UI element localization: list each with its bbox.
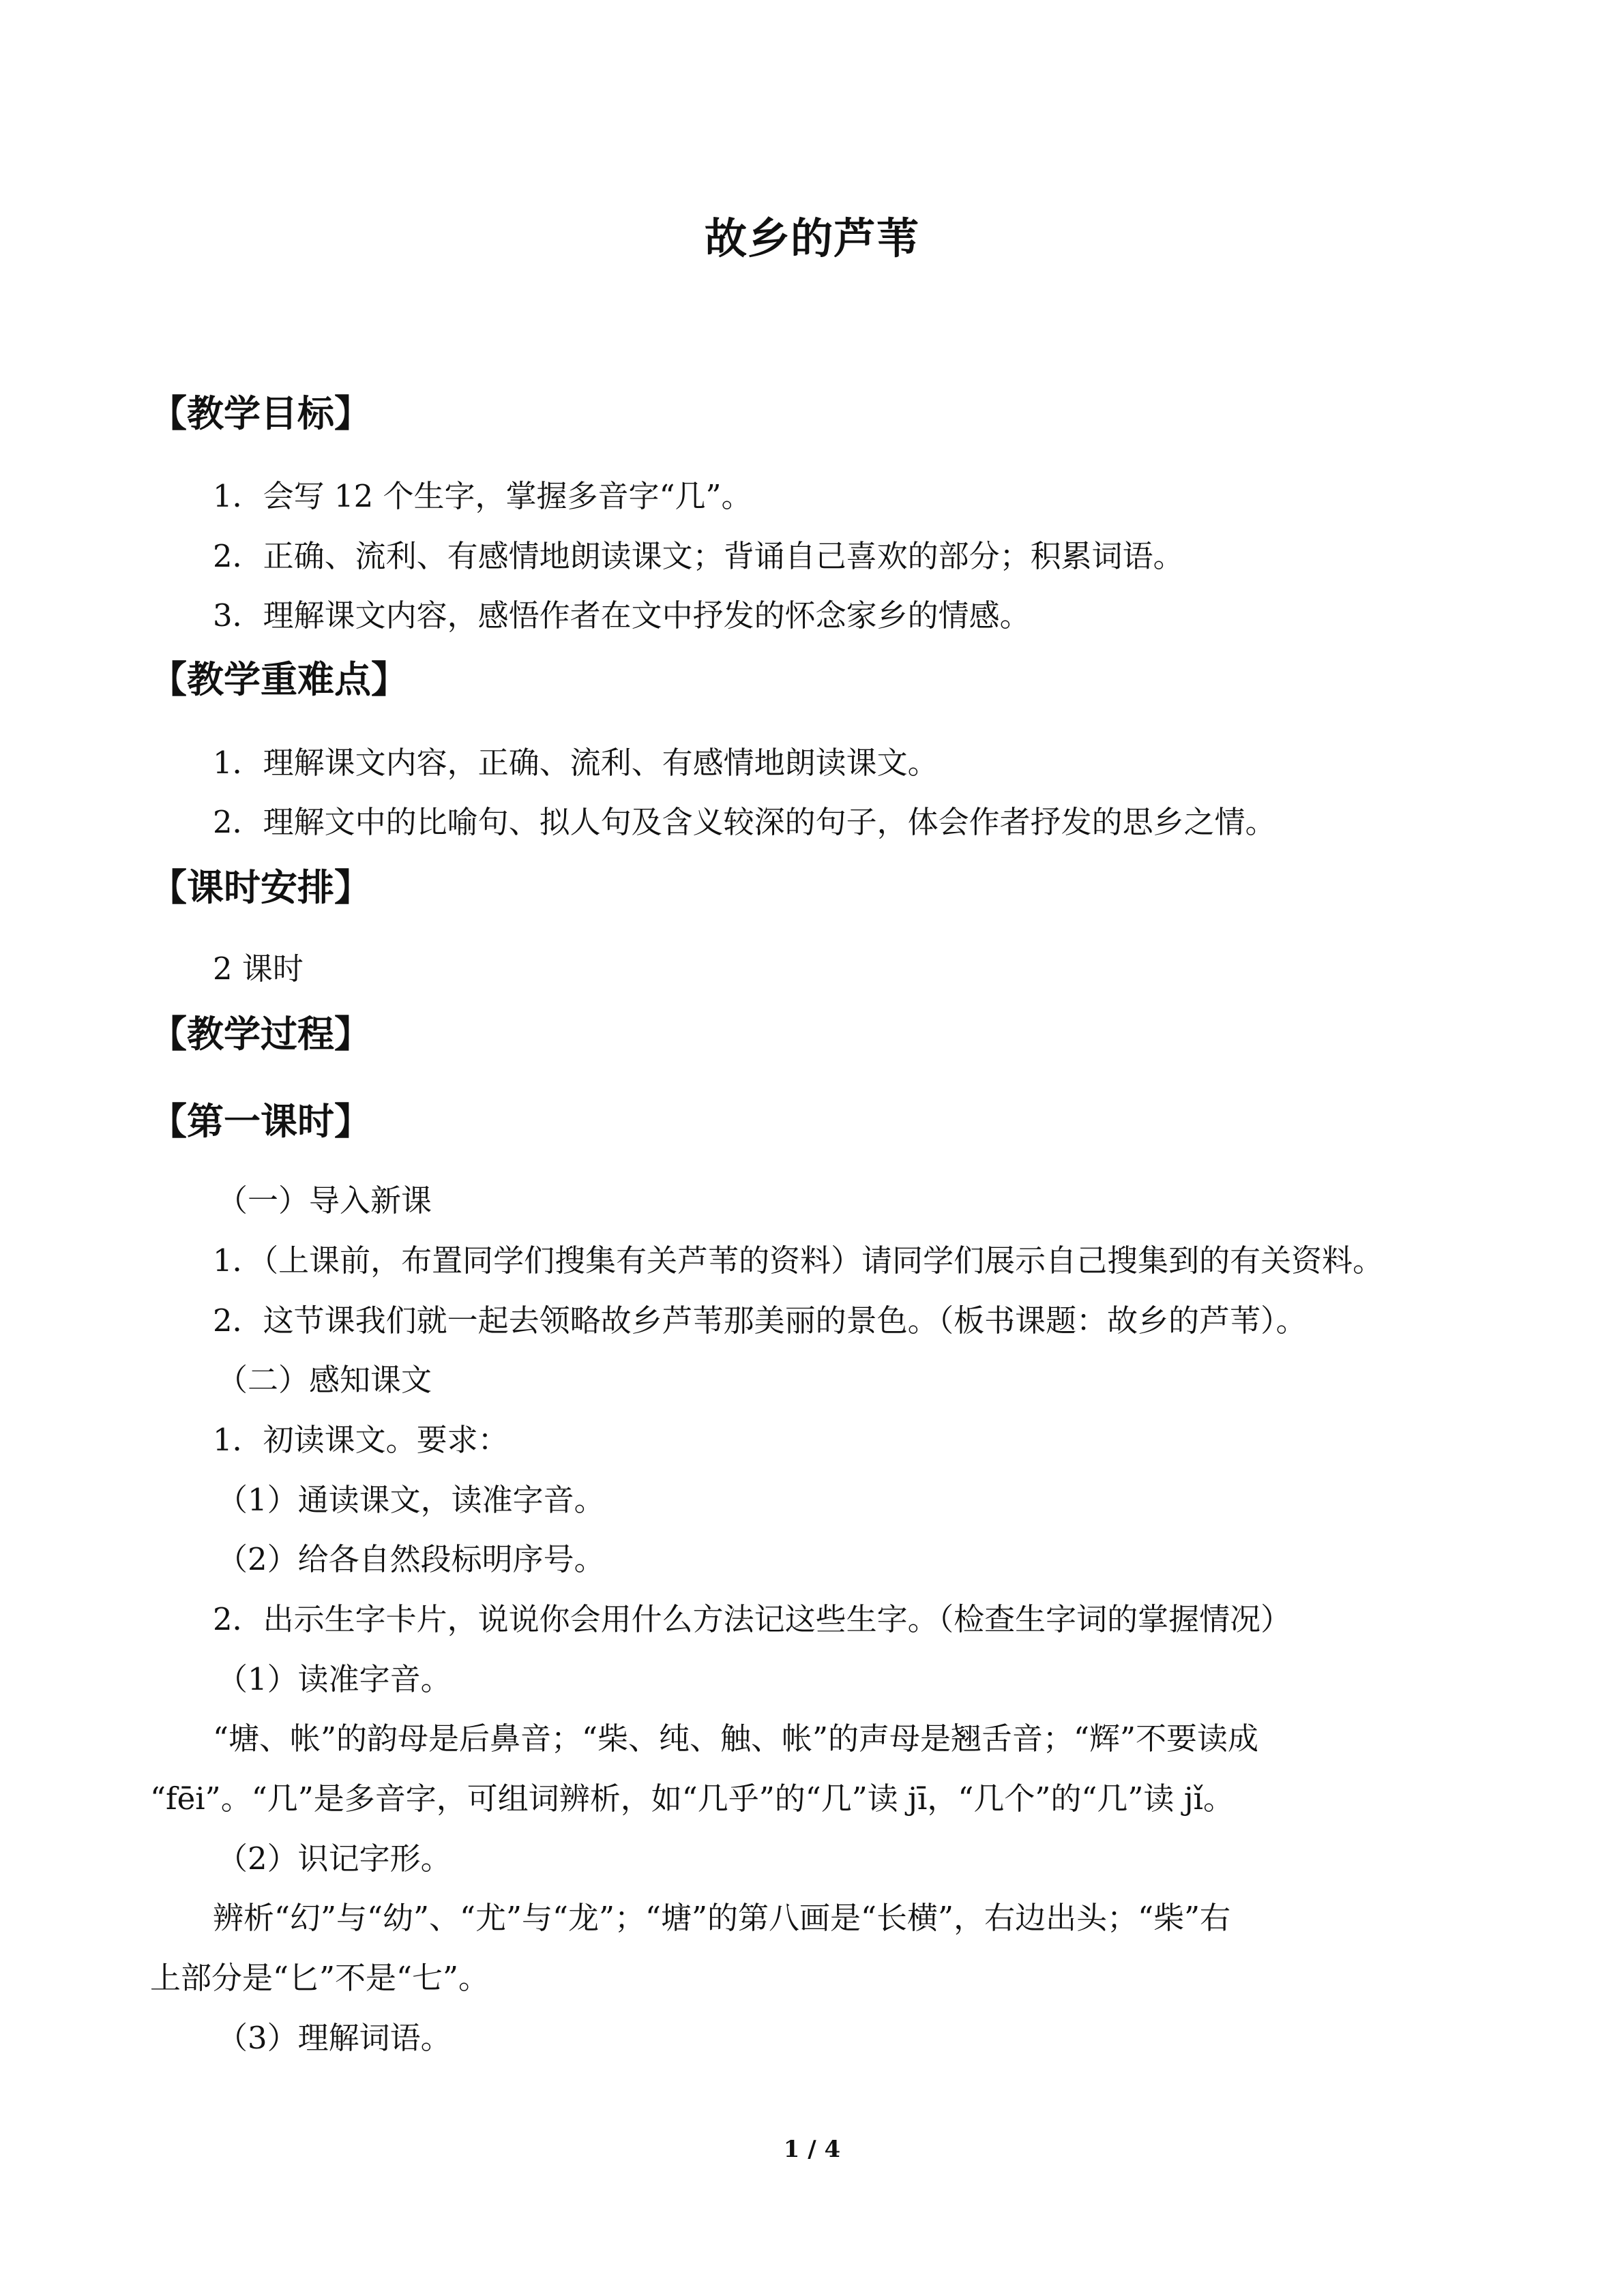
heading-schedule: 【课时安排】	[150, 866, 371, 909]
lesson-line-8: 2．出示生字卡片，说说你会用什么方法记这些生字。（检查生字词的掌握情况）	[213, 1601, 1292, 1637]
document-title: 故乡的芦苇	[704, 213, 919, 263]
lesson-line-12: （2）识记字形。	[217, 1840, 452, 1877]
key-point-item-1: 1．理解课文内容，正确、流利、有感情地朗读课文。	[213, 745, 939, 781]
lesson-line-10: “塘、帐”的韵母是后鼻音；“柴、纯、触、帐”的声母是翘舌音；“辉”不要读成	[213, 1720, 1259, 1757]
lesson-line-9: （1）读准字音。	[217, 1661, 452, 1697]
heading-key-points: 【教学重难点】	[150, 658, 408, 701]
lesson-line-15: （3）理解词语。	[217, 2020, 452, 2056]
lesson-line-13: 辨析“幻”与“幼”、“尤”与“龙”；“塘”的第八画是“长横”，右边出头；“柴”右	[213, 1900, 1231, 1936]
goal-item-1: 1．会写 12 个生字，掌握多音字“几”。	[213, 478, 752, 514]
lesson-line-14: 上部分是“匕”不是“七”。	[150, 1960, 490, 1996]
lesson-line-5: 1．初读课文。要求：	[213, 1422, 509, 1458]
page-number: 1 / 4	[783, 2136, 841, 2163]
schedule-text: 2 课时	[213, 951, 304, 987]
goal-item-2: 2．正确、流利、有感情地朗读课文；背诵自己喜欢的部分；积累词语。	[213, 538, 1184, 574]
goal-item-3: 3．理解课文内容，感悟作者在文中抒发的怀念家乡的情感。	[213, 597, 1031, 633]
lesson-line-7: （2）给各自然段标明序号。	[217, 1541, 605, 1577]
lesson-line-4: （二）感知课文	[217, 1362, 432, 1398]
key-point-item-2: 2．理解文中的比喻句、拟人句及含义较深的句子，体会作者抒发的思乡之情。	[213, 804, 1276, 840]
lesson-line-2: 1．（上课前，布置同学们搜集有关芦苇的资料）请同学们展示自己搜集到的有关资料。	[213, 1242, 1384, 1279]
lesson-line-6: （1）通读课文，读准字音。	[217, 1482, 605, 1518]
lesson-line-3: 2．这节课我们就一起去领略故乡芦苇那美丽的景色。（板书课题：故乡的芦苇）。	[213, 1302, 1307, 1339]
heading-teaching-goals: 【教学目标】	[150, 392, 371, 435]
lesson-line-1: （一）导入新课	[217, 1182, 432, 1219]
heading-first-lesson: 【第一课时】	[150, 1100, 371, 1143]
lesson-line-11: “fēi”。“几”是多音字，可组词辨析，如“几乎”的“几”读 jī，“几个”的“几”读 jǐ。	[150, 1780, 1235, 1817]
heading-teaching-process: 【教学过程】	[150, 1013, 371, 1056]
